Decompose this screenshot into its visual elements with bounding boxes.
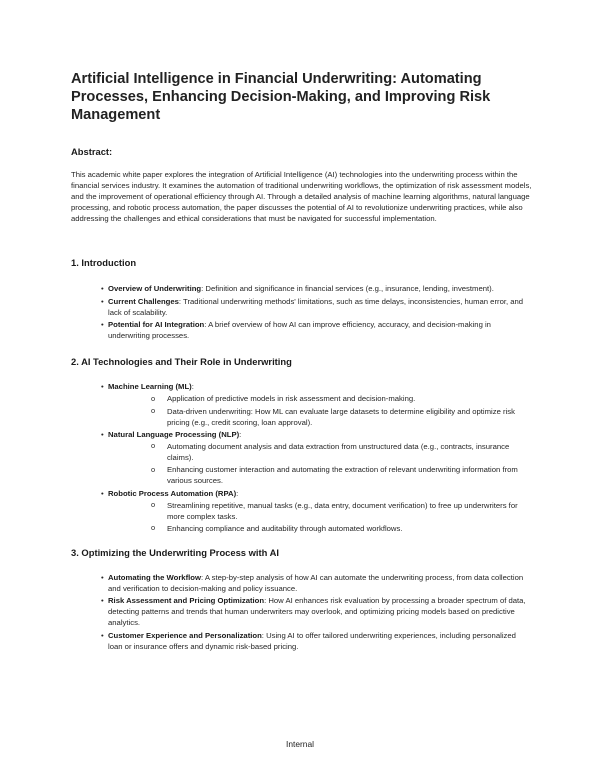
- list-item: [102, 429, 532, 486]
- abstract-paragraph: This academic white paper explores the integration of Artificial Intelligence (AI) technologies into the underwriting process within the financial services industry. It examines the automation of traditional underwriting workflows, the optimization of risk assessment models, and the improvement of operational efficiency through AI. Through a detailed analysis of machine learning algorithms, natural language processing, and robotic process automation, the paper discusses the potential of AI to revolutionize underwriting practices, while also addressing the challenges and ethical considerations that must be navigated for successful implementation.: [71, 170, 532, 224]
- bullet-term: Natural Language Processing (NLP): [108, 429, 240, 439]
- sub-list-item: o Enhancing customer interaction and automating the extraction of relevant underwriting information from various sources.: [151, 464, 532, 486]
- list-item: [102, 319, 532, 341]
- bullet-text: : Traditional underwriting methods' limitations, such as time delays, inconsistencies, human error, and lack of scalability.: [108, 296, 524, 317]
- list-item: [102, 595, 532, 628]
- sub-list-item: o Streamlining repetitive, manual tasks (e.g., data entry, document verification) to free up underwriters for more complex tasks.: [151, 500, 532, 522]
- section-ai-technologies: [71, 356, 532, 534]
- list-item: [102, 296, 532, 318]
- bullet-list: [71, 572, 532, 652]
- bullet-text: : How AI enhances risk evaluation by processing a broader spectrum of data, detecting patterns and trends that human underwriters may overlook, and optimizing pricing models based on predictive analytics.: [108, 596, 526, 628]
- sub-list-item: o Application of predictive models in risk assessment and decision-making.: [151, 393, 532, 404]
- bullet-term: Machine Learning (ML): [108, 382, 192, 392]
- bullet-text: : Definition and significance in financial services (e.g., insurance, lending, investment).: [201, 284, 494, 294]
- section-heading: 3. Optimizing the Underwriting Process with AI: [71, 546, 280, 558]
- bullet-text: :: [236, 488, 239, 498]
- sub-list-item: o Data-driven underwriting: How ML can evaluate large datasets to determine eligibility and optimize risk pricing (e.g., credit scoring, loan approval).: [151, 406, 532, 428]
- sub-list: [108, 441, 532, 486]
- bullet-term: Risk Assessment and Pricing Optimization: [108, 596, 265, 606]
- bullet-term: Automating the Workflow: [108, 572, 201, 582]
- bullet-term: Current Challenges: [108, 296, 179, 306]
- sub-list-item: o Automating document analysis and data extraction from unstructured data (e.g., contracts, insurance claims).: [151, 441, 532, 463]
- section-heading: 1. Introduction: [71, 257, 137, 269]
- section-heading: 2. AI Technologies and Their Role in Underwriting: [71, 356, 292, 368]
- section-introduction: [71, 257, 532, 341]
- bullet-term: Overview of Underwriting: [108, 284, 202, 294]
- list-item: [102, 572, 532, 594]
- list-item: [102, 630, 532, 652]
- bullet-text: :: [239, 429, 242, 439]
- section-optimizing-underwriting: [71, 547, 532, 652]
- sub-list: [108, 393, 532, 427]
- bullet-text: : Using AI to offer tailored underwriting experiences, including personalized loan or insurance offers and dynamic risk-based pricing.: [108, 630, 516, 651]
- bullet-text: :: [191, 382, 194, 392]
- bullet-term: Customer Experience and Personalization: [108, 630, 262, 640]
- abstract-heading: Abstract:: [71, 146, 113, 157]
- sub-list-item: o Enhancing compliance and auditability through automated workflows.: [151, 523, 532, 534]
- list-item: [102, 488, 532, 534]
- list-item: [102, 283, 532, 294]
- bullet-text: : A step-by-step analysis of how AI can automate the underwriting process, from data collection and verification to decision-making and policy issuance.: [108, 572, 524, 593]
- list-item: [102, 381, 532, 427]
- bullet-list: [71, 381, 532, 534]
- footer-label: Internal: [286, 739, 314, 749]
- sub-list: [108, 500, 532, 534]
- bullet-text: : A brief overview of how AI can improve efficiency, accuracy, and decision-making in underwriting processes.: [108, 320, 491, 341]
- bullet-list: [71, 283, 532, 341]
- bullet-term: Robotic Process Automation (RPA): [108, 488, 237, 498]
- document-title: Artificial Intelligence in Financial Underwriting: Automating Processes, Enhancing Decision-Making, and Improving Risk Management: [71, 71, 491, 123]
- bullet-term: Potential for AI Integration: [108, 320, 205, 330]
